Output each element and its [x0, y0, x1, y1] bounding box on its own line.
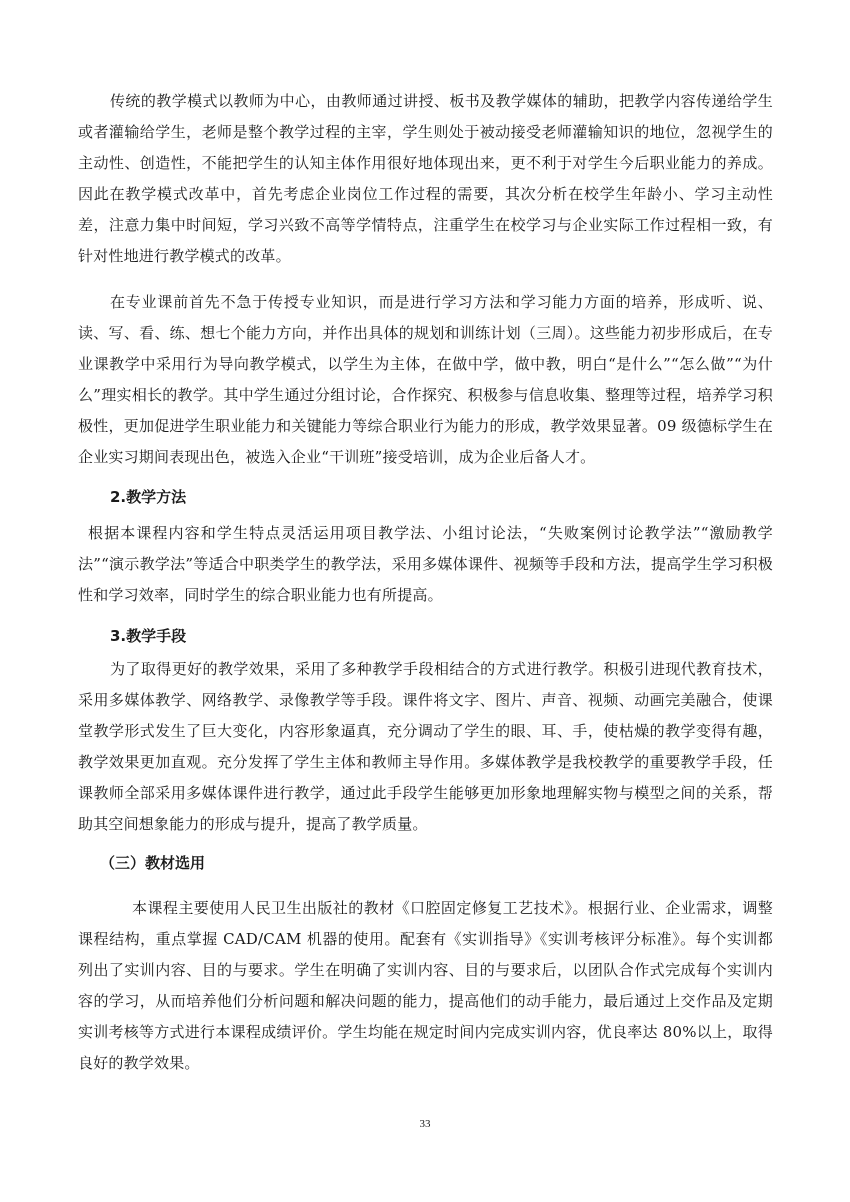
page-number: 33 — [419, 1118, 431, 1130]
paragraph-teaching-model: 传统的教学模式以教师为中心，由教师通过讲授、板书及教学媒体的辅助，把教学内容传递给学生或者灌输给学生，老师是整个教学过程的主宰，学生则处于被动接受老师灌输知识的地位，忽视学生的主动性、创造性，不能把学生的认知主体作用很好地体现出来，更不利于对学生今后职业能力的养成。因此在教学模式改革中，首先考虑企业岗位工作过程的需要，其次分析在校学生年龄小、学习主动性差，注意力集中时间短，学习兴致不高等学情特点，注重学生在校学习与企业实际工作过程相一致，有针对性地进行教学模式的改革。 — [78, 92, 773, 265]
paragraph-teaching-means: 为了取得更好的教学效果，采用了多种教学手段相结合的方式进行教学。积极引进现代教育技术，采用多媒体教学、网络教学、录像教学等手段。课件将文字、图片、声音、视频、动画完美融合，使课堂教学形式发生了巨大变化，内容形象逼真，充分调动了学生的眼、耳、手，使枯燥的教学变得有趣，教学效果更加直观。充分发挥了学生主体和教师主导作用。多媒体教学是我校教学的重要教学手段，任课教师全部采用多媒体课件进行教学，通过此手段学生能够更加形象地理解实物与模型之间的关系，帮助其空间想象能力的形成与提升，提高了教学质量。 — [78, 660, 773, 833]
heading-teaching-means: 3.教学手段 — [110, 627, 187, 645]
heading-teaching-method: 2.教学方法 — [110, 488, 187, 506]
paragraph-textbook: 本课程主要使用人民卫生出版社的教材《口腔固定修复工艺技术》。根据行业、企业需求，调整课程结构，重点掌握 CAD/CAM 机器的使用。配套有《实训指导》《实训考核评分标准》。每个实训都列出了实训内容、目的与要求。学生在明确了实训内容、目的与要求后，以团队合作式完成每个实训内容的学习，从而培养他们分析问题和解决问题的能力，提高他们的动手能力，最后通过上交作品及定期实训考核等方式进行本课程成绩评价。学生均能在规定时间内完成实训内容，优良率达 80%以上，取得良好的教学效果。 — [78, 899, 773, 1072]
heading-textbook-selection: （三）教材选用 — [100, 854, 206, 872]
paragraph-teaching-method: 根据本课程内容和学生特点灵活运用项目教学法、小组讨论法，“失败案例讨论教学法”“激励教学法”“演示教学法”等适合中职类学生的教学法，采用多媒体课件、视频等手段和方法，提高学生学习积极性和学习效率，同时学生的综合职业能力也有所提高。 — [78, 524, 773, 604]
paragraph-pre-course-training: 在专业课前首先不急于传授专业知识，而是进行学习方法和学习能力方面的培养，形成听、说、读、写、看、练、想七个能力方向，并作出具体的规划和训练计划（三周）。这些能力初步形成后，在专业课教学中采用行为导向教学模式，以学生为主体，在做中学，做中教，明白“是什么”“怎么做”“为什么”理实相长的教学。其中学生通过分组讨论，合作探究、积极参与信息收集、整理等过程，培养学习积极性，更加促进学生职业能力和关键能力等综合职业行为能力的形成，教学效果显著。09 级德标学生在企业实习期间表现出色，被选入企业“干训班”接受培训，成为企业后备人才。 — [78, 293, 773, 466]
